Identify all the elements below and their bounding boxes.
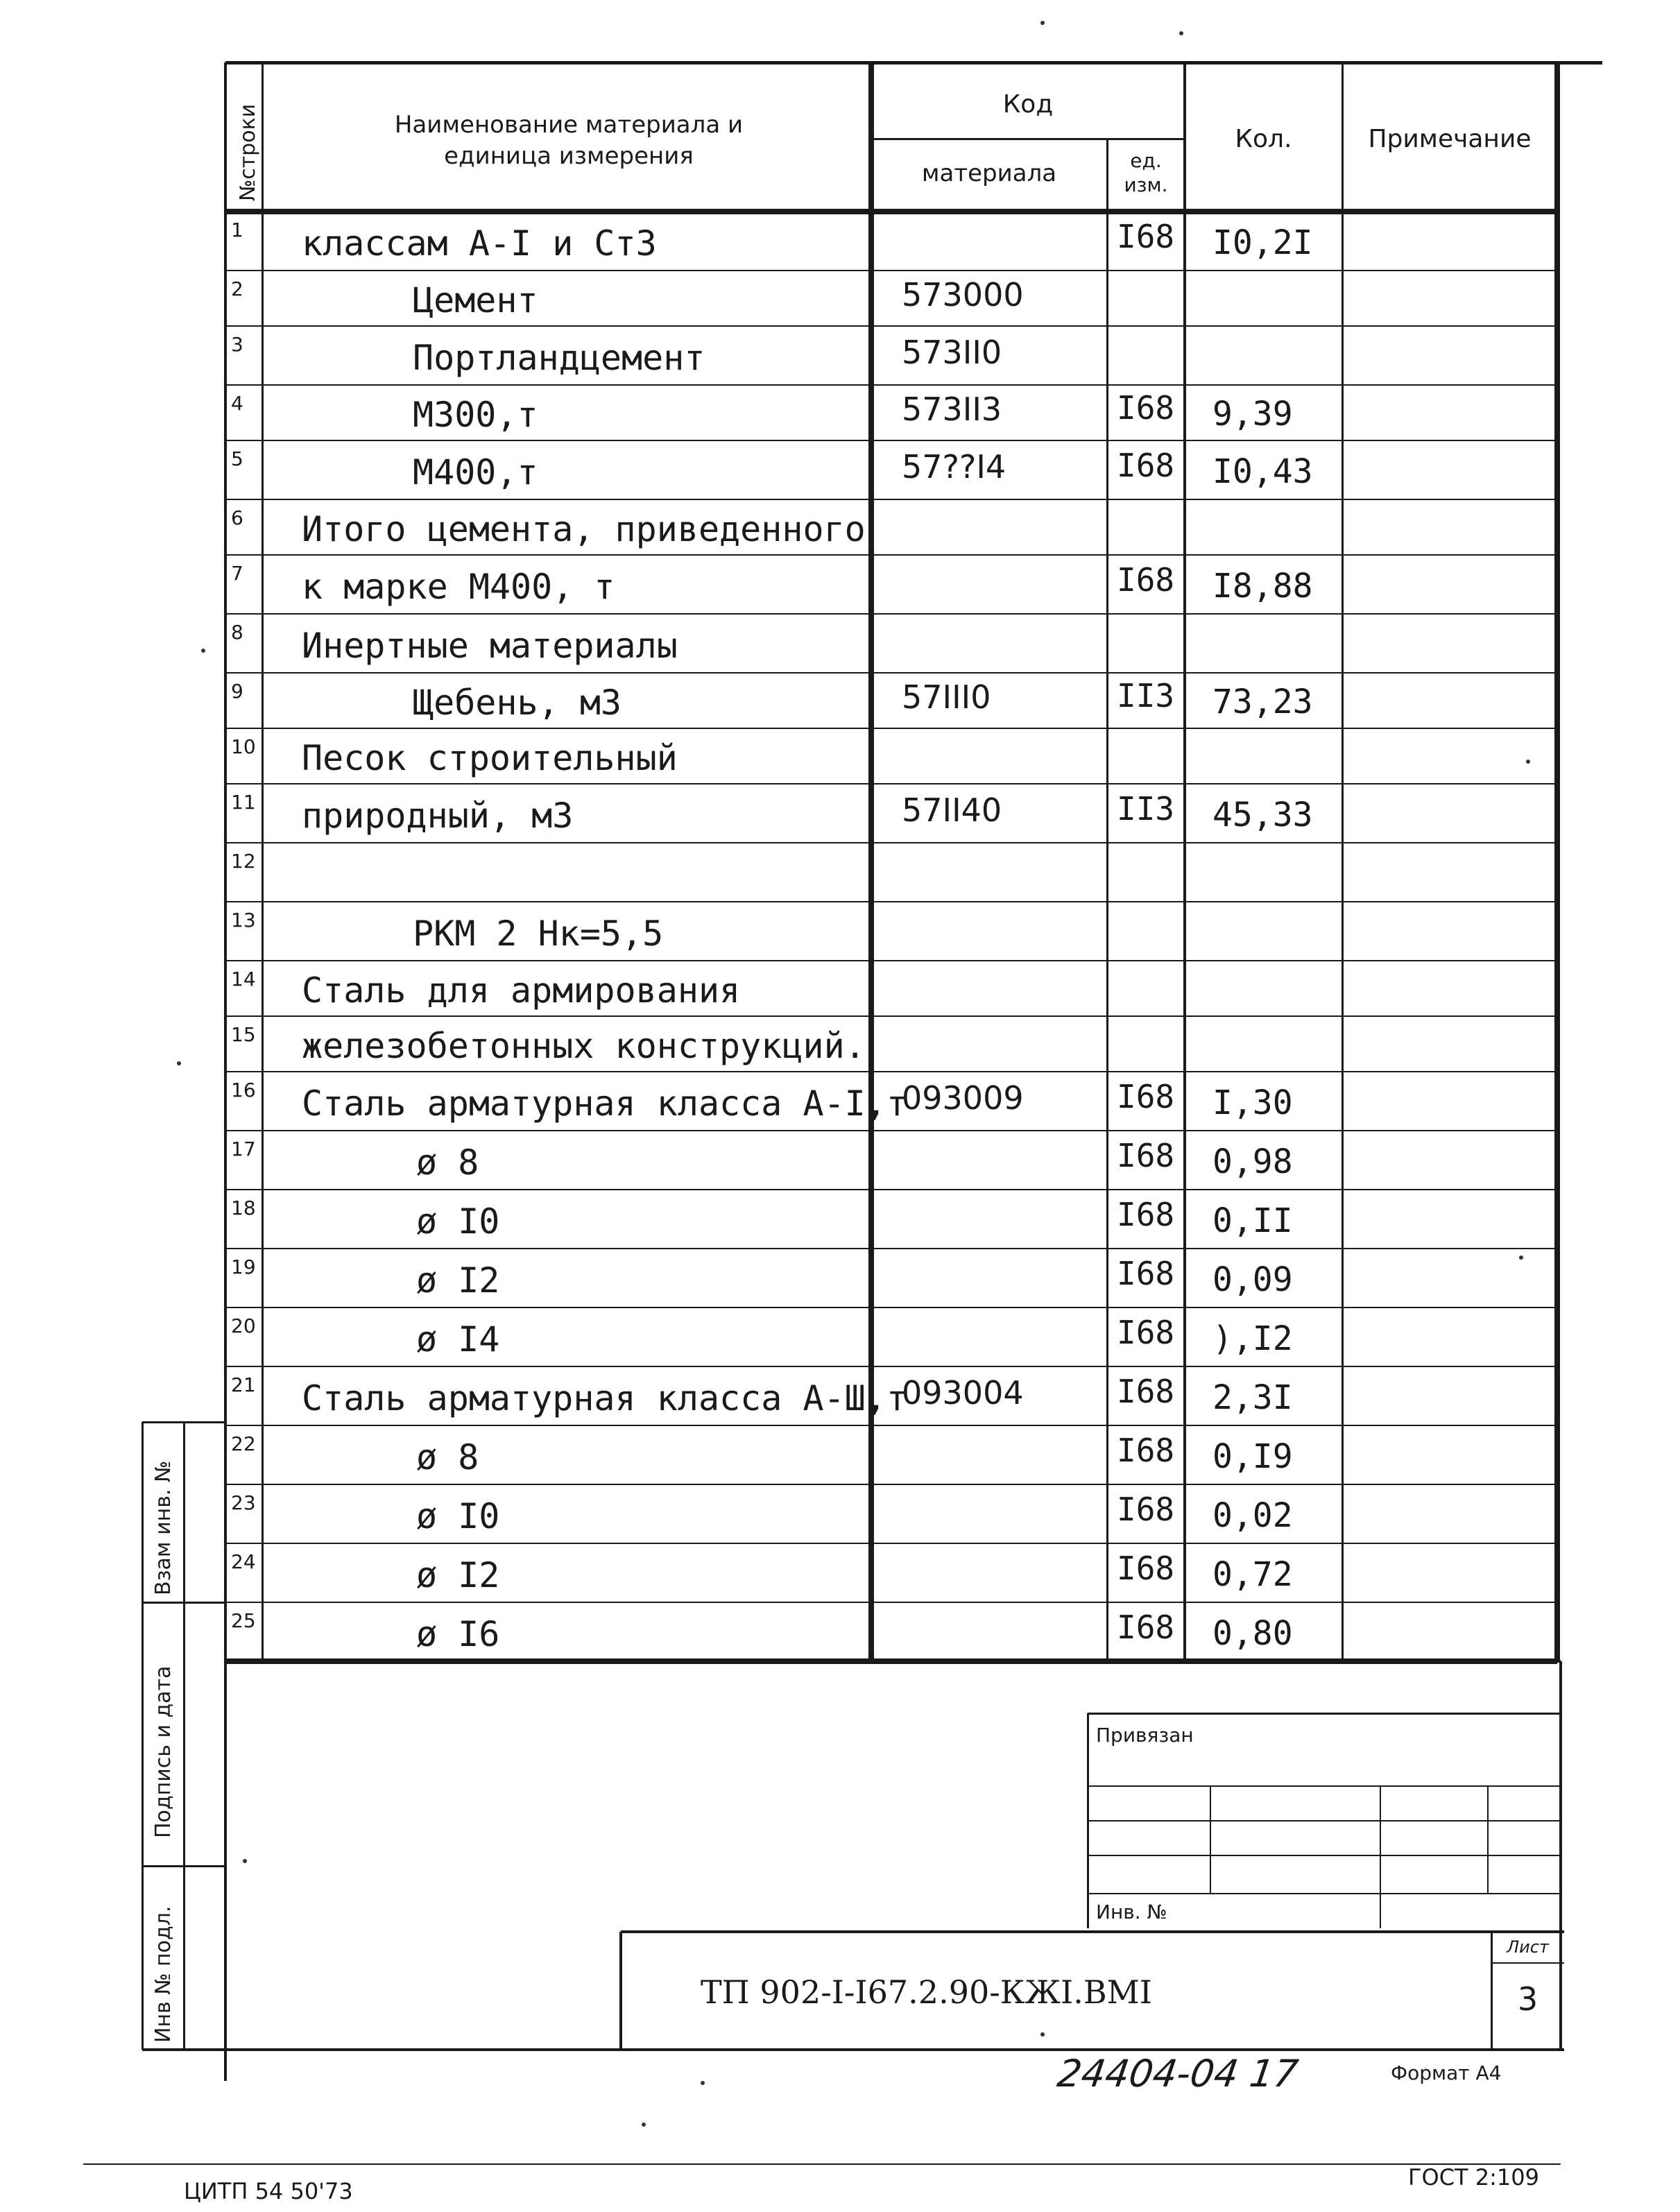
row-qty: I0,2I	[1212, 223, 1313, 262]
scan-speck	[642, 2123, 646, 2127]
row-name: Сталь арматурная класса А-I,т	[302, 1083, 907, 1124]
scan-speck	[243, 1859, 247, 1863]
row-qty: 0,I9	[1212, 1437, 1293, 1476]
row-qty: I8,88	[1212, 566, 1313, 606]
row-qty: 0,09	[1212, 1260, 1293, 1299]
stamp-sheet-no: 3	[1517, 1980, 1538, 2018]
row-qty: I,30	[1212, 1083, 1293, 1122]
footer-left-code: ЦИТП 54 50'73	[184, 2178, 353, 2204]
side-stamp-bottom-line	[142, 2048, 225, 2051]
row-line	[225, 842, 1557, 843]
row-number: 12	[231, 850, 256, 873]
row-line	[225, 960, 1557, 961]
qty-note-divider	[1342, 62, 1344, 1661]
stamp-line	[621, 1930, 1564, 1933]
side-stamp-left-line	[142, 1422, 144, 2050]
side-label-podpis: Подпись и дата	[151, 1665, 175, 1838]
side-stamp-mid-line	[183, 1422, 185, 2050]
stamp-line	[1210, 1786, 1211, 1894]
row-number: 25	[231, 1609, 256, 1632]
side-label-vzam: Взам инв. №	[151, 1460, 175, 1595]
header-unit-line1: ед.	[1130, 149, 1162, 172]
header-qty: Кол.	[1235, 125, 1292, 153]
row-material-code: 57??I4	[902, 447, 1006, 486]
row-name: ø I2	[416, 1260, 500, 1301]
row-number: 15	[231, 1023, 256, 1046]
row-line	[225, 270, 1557, 271]
row-name: ø I0	[416, 1201, 500, 1242]
row-line	[225, 783, 1557, 785]
row-line	[225, 1307, 1557, 1308]
row-unit: I68	[1117, 1372, 1175, 1410]
row-unit: I68	[1117, 217, 1175, 255]
row-name: Щебень, м3	[413, 683, 622, 723]
header-unit-line2: изм.	[1124, 173, 1168, 196]
side-stamp-line	[142, 1421, 225, 1423]
row-unit: I68	[1117, 1549, 1175, 1587]
row-qty: 0,80	[1212, 1613, 1293, 1653]
stamp-line	[1491, 1962, 1564, 1964]
row-name: РКМ 2 Нк=5,5	[413, 913, 664, 954]
row-unit: I68	[1117, 389, 1175, 427]
row-line	[225, 554, 1557, 556]
table-top-border	[225, 61, 1602, 65]
row-number: 22	[231, 1432, 256, 1455]
row-qty: I0,43	[1212, 452, 1313, 491]
row-unit: I68	[1117, 1431, 1175, 1469]
stamp-inv-no: Инв. №	[1096, 1901, 1167, 1923]
row-name: природный, м3	[302, 795, 574, 836]
row-material-code: 573II0	[902, 333, 1002, 371]
stamp-line	[619, 1932, 622, 2050]
table-right-border	[1554, 62, 1560, 1661]
row-unit: II3	[1117, 677, 1175, 714]
row-unit: I68	[1117, 1077, 1175, 1115]
row-number: 5	[231, 447, 243, 470]
row-material-code: 093004	[902, 1373, 1024, 1412]
row-number: 3	[231, 333, 243, 356]
row-unit: I68	[1117, 1195, 1175, 1233]
row-line	[225, 1189, 1557, 1190]
row-line	[225, 1602, 1557, 1603]
side-stamp-line	[142, 1602, 225, 1604]
row-name: Инертные материалы	[302, 625, 678, 666]
row-material-code: 573000	[902, 276, 1024, 314]
scan-speck	[177, 1061, 181, 1065]
row-line	[225, 384, 1557, 386]
code-unit-divider	[1106, 139, 1108, 1661]
row-number: 13	[231, 909, 256, 932]
row-number: 11	[231, 791, 256, 814]
row-number: 10	[231, 735, 256, 758]
row-name: к марке М400, т	[302, 566, 615, 607]
row-unit: I68	[1117, 1254, 1175, 1292]
header-name-line2: единица измерения	[444, 142, 694, 170]
code-subheader-line	[871, 138, 1185, 140]
row-unit: I68	[1117, 1490, 1175, 1528]
row-unit: I68	[1117, 1136, 1175, 1174]
row-material-code: 573II3	[902, 391, 1002, 428]
row-number: 6	[231, 506, 243, 529]
row-qty: 45,33	[1212, 795, 1313, 834]
row-number: 18	[231, 1197, 256, 1219]
footer-handwritten-number: 24404-04 17	[1054, 2052, 1301, 2095]
row-qty: 0,02	[1212, 1495, 1293, 1535]
row-material-code: 093009	[902, 1079, 1024, 1117]
row-name: Итого цемента, приведенного	[302, 509, 866, 549]
row-name: ø 8	[416, 1437, 479, 1477]
row-line	[225, 901, 1557, 902]
stamp-line	[1380, 1786, 1381, 1928]
row-material-code: 57III0	[902, 678, 991, 716]
row-line	[225, 325, 1557, 327]
scan-speck	[1526, 760, 1530, 764]
row-line	[225, 672, 1557, 674]
row-qty: 9,39	[1212, 395, 1293, 434]
row-number: 8	[231, 621, 243, 644]
row-qty: 0,II	[1212, 1201, 1293, 1240]
stamp-line	[1088, 1855, 1561, 1856]
row-line	[225, 728, 1557, 729]
page-bottom-frame-line	[225, 2048, 1564, 2051]
row-line	[225, 1071, 1557, 1072]
row-line	[225, 1015, 1557, 1017]
row-unit: II3	[1117, 789, 1175, 828]
row-number: 17	[231, 1138, 256, 1160]
stamp-doc-code: ТП 902-I-I67.2.90-КЖI.ВМI	[701, 1973, 1152, 2011]
row-line	[225, 499, 1557, 500]
footer-format: Формат А4	[1391, 2061, 1502, 2084]
side-stamp-line	[142, 1865, 225, 1867]
rownum-column-line	[262, 62, 264, 1661]
row-line	[225, 440, 1557, 441]
stamp-line	[1088, 1713, 1561, 1715]
scan-speck	[701, 2081, 705, 2085]
header-bottom-line	[225, 209, 1557, 214]
header-name-line1: Наименование материала и	[394, 111, 744, 139]
scan-speck	[1179, 31, 1183, 35]
stamp-line	[1088, 1820, 1561, 1821]
row-qty: 73,23	[1212, 683, 1313, 721]
header-note: Примечание	[1368, 125, 1532, 153]
footer-line	[83, 2163, 1561, 2165]
row-number: 2	[231, 277, 243, 300]
row-name: М300,т	[413, 395, 538, 435]
row-unit: I68	[1117, 446, 1175, 484]
row-qty: 0,98	[1212, 1142, 1293, 1181]
row-number: 19	[231, 1255, 256, 1278]
stamp-line	[1487, 1786, 1489, 1894]
row-name: классам А-I и Ст3	[302, 223, 657, 264]
row-line	[225, 1248, 1557, 1249]
row-line	[225, 1366, 1557, 1367]
row-name: Портландцемент	[413, 337, 705, 378]
row-number: 9	[231, 680, 243, 703]
row-number: 14	[231, 968, 256, 991]
row-unit: I68	[1117, 1313, 1175, 1351]
footer-gost: ГОСТ 2:109	[1408, 2164, 1539, 2190]
row-name: ø I0	[416, 1495, 500, 1536]
row-line	[225, 1543, 1557, 1544]
row-number: 23	[231, 1491, 256, 1514]
row-number: 21	[231, 1373, 256, 1396]
row-line	[225, 1484, 1557, 1485]
row-name: Песок строительный	[302, 738, 678, 778]
header-material: материала	[921, 160, 1057, 187]
row-qty: 0,72	[1212, 1554, 1293, 1594]
row-number: 16	[231, 1079, 256, 1101]
stamp-line	[1088, 1785, 1561, 1787]
header-code: Код	[1002, 90, 1054, 119]
scan-speck	[1519, 1255, 1523, 1260]
row-name: ø I6	[416, 1613, 500, 1654]
stamp-line	[1088, 1893, 1561, 1894]
row-line	[225, 613, 1557, 615]
row-qty: ),I2	[1212, 1319, 1293, 1358]
row-number: 4	[231, 392, 243, 415]
row-name: ø I4	[416, 1319, 500, 1360]
row-name: ø 8	[416, 1142, 479, 1183]
row-number: 7	[231, 562, 243, 585]
unit-qty-divider	[1183, 62, 1186, 1661]
scan-speck	[201, 649, 205, 653]
stamp-privyazan: Привязан	[1096, 1724, 1194, 1747]
row-unit: I68	[1117, 1608, 1175, 1646]
row-name: железобетонных конструкций.	[302, 1026, 866, 1066]
row-number: 24	[231, 1550, 256, 1573]
side-label-inv-podl: Инв № подл.	[151, 1905, 175, 2043]
row-unit: I68	[1117, 560, 1175, 599]
row-number: 1	[231, 218, 243, 241]
name-code-divider	[868, 62, 874, 1661]
row-number: 20	[231, 1314, 256, 1337]
scan-speck	[1040, 2032, 1045, 2037]
header-row-number: №строки	[236, 103, 260, 201]
row-name: М400,т	[413, 452, 538, 492]
row-material-code: 57II40	[902, 791, 1002, 829]
stamp-sheet-label: Лист	[1507, 1937, 1549, 1957]
row-name: ø I2	[416, 1554, 500, 1595]
scan-speck	[1040, 21, 1045, 25]
row-qty: 2,3I	[1212, 1378, 1293, 1417]
row-line	[225, 1130, 1557, 1131]
row-name: Сталь арматурная класса А-Ш,т	[302, 1378, 907, 1418]
row-name: Сталь для армирования	[302, 970, 741, 1011]
row-name: Цемент	[413, 280, 538, 320]
frame-line	[225, 1660, 1561, 1663]
row-line	[225, 1425, 1557, 1426]
